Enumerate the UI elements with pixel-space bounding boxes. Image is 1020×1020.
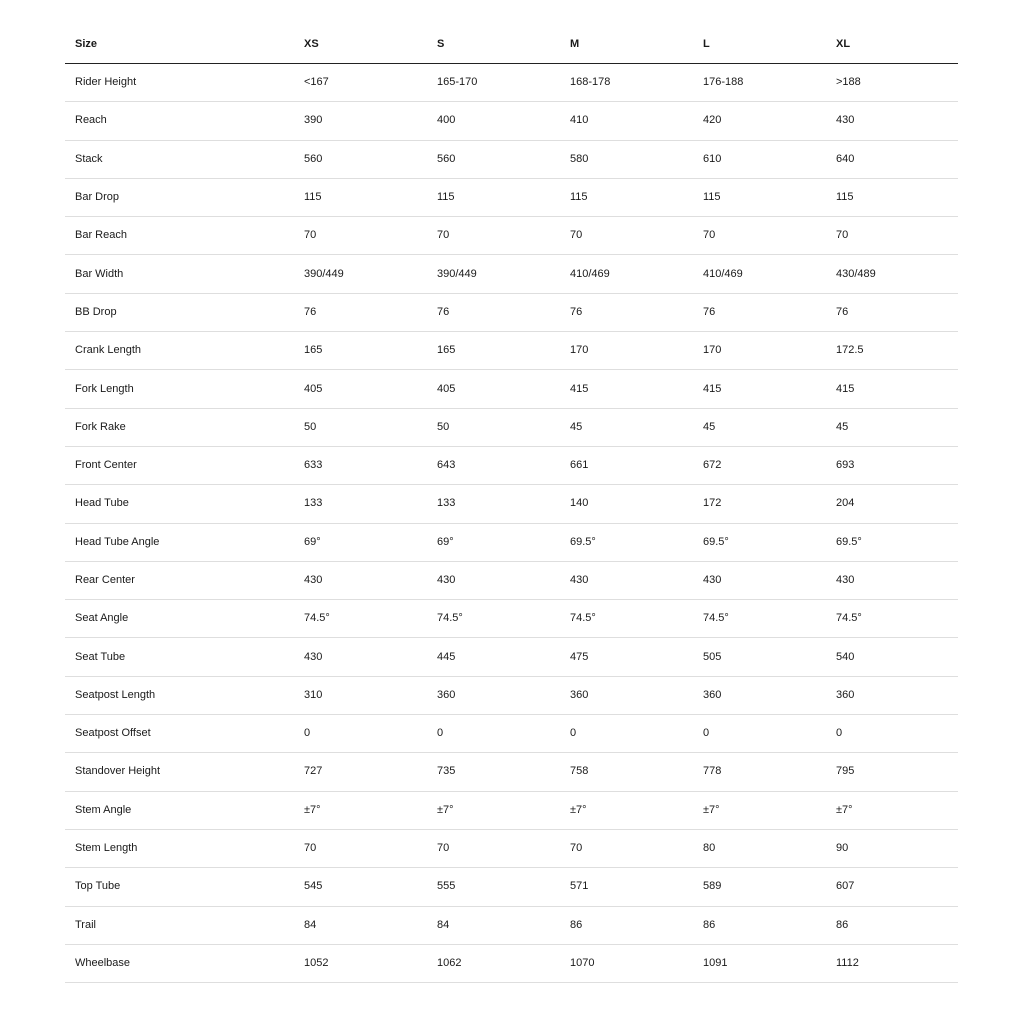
geometry-table-container [65, 26, 958, 983]
row-label: Stack [65, 140, 294, 178]
table-cell: 172 [693, 485, 826, 523]
table-row [65, 64, 958, 102]
header-row [65, 26, 958, 64]
row-label: Rider Height [65, 64, 294, 102]
row-label: Bar Width [65, 255, 294, 293]
table-cell: 69.5° [693, 523, 826, 561]
table-row [65, 829, 958, 867]
table-cell: 633 [294, 446, 427, 484]
table-cell: 410/469 [560, 255, 693, 293]
table-row [65, 638, 958, 676]
table-cell: 430 [294, 638, 427, 676]
table-cell: 74.5° [826, 600, 958, 638]
row-label: Reach [65, 102, 294, 140]
table-cell: 70 [560, 829, 693, 867]
row-label: Stem Length [65, 829, 294, 867]
table-row [65, 791, 958, 829]
table-cell: 84 [427, 906, 560, 944]
table-cell: 69° [427, 523, 560, 561]
table-cell: 607 [826, 868, 958, 906]
row-label: Seatpost Offset [65, 715, 294, 753]
table-cell: 672 [693, 446, 826, 484]
table-cell: 0 [560, 715, 693, 753]
table-cell: ±7° [427, 791, 560, 829]
table-cell: 545 [294, 868, 427, 906]
table-row [65, 332, 958, 370]
table-cell: 400 [427, 102, 560, 140]
table-row [65, 944, 958, 982]
table-cell: 610 [693, 140, 826, 178]
table-cell: 415 [826, 370, 958, 408]
table-cell: 693 [826, 446, 958, 484]
row-label: Top Tube [65, 868, 294, 906]
row-label: Stem Angle [65, 791, 294, 829]
table-cell: 69.5° [826, 523, 958, 561]
table-row [65, 140, 958, 178]
table-row [65, 561, 958, 599]
table-cell: 390 [294, 102, 427, 140]
table-row [65, 446, 958, 484]
table-cell: 45 [826, 408, 958, 446]
table-cell: 74.5° [693, 600, 826, 638]
table-row [65, 753, 958, 791]
table-cell: 410/469 [693, 255, 826, 293]
table-cell: 727 [294, 753, 427, 791]
table-cell: 70 [693, 217, 826, 255]
row-label: Trail [65, 906, 294, 944]
row-label: Seat Tube [65, 638, 294, 676]
table-cell: 76 [560, 293, 693, 331]
table-cell: 80 [693, 829, 826, 867]
table-cell: 360 [427, 676, 560, 714]
table-cell: 571 [560, 868, 693, 906]
table-cell: 70 [294, 829, 427, 867]
table-row [65, 408, 958, 446]
table-row [65, 102, 958, 140]
table-cell: 445 [427, 638, 560, 676]
row-label: Seat Angle [65, 600, 294, 638]
table-cell: 430 [294, 561, 427, 599]
row-label: Rear Center [65, 561, 294, 599]
table-row [65, 178, 958, 216]
column-header-xs: XS [294, 26, 427, 64]
table-row [65, 255, 958, 293]
table-cell: 505 [693, 638, 826, 676]
table-cell: 415 [693, 370, 826, 408]
table-row [65, 293, 958, 331]
table-cell: 420 [693, 102, 826, 140]
row-label: Wheelbase [65, 944, 294, 982]
table-cell: ±7° [560, 791, 693, 829]
table-cell: 140 [560, 485, 693, 523]
table-cell: 1052 [294, 944, 427, 982]
table-cell: 76 [826, 293, 958, 331]
table-cell: 430 [826, 561, 958, 599]
table-cell: 176-188 [693, 64, 826, 102]
row-label: Head Tube [65, 485, 294, 523]
geometry-table [65, 26, 958, 983]
table-cell: 165-170 [427, 64, 560, 102]
column-header-xl: XL [826, 26, 958, 64]
row-label: Bar Reach [65, 217, 294, 255]
row-label: Seatpost Length [65, 676, 294, 714]
table-cell: 86 [560, 906, 693, 944]
table-cell: 415 [560, 370, 693, 408]
table-cell: 390/449 [294, 255, 427, 293]
table-cell: 45 [560, 408, 693, 446]
table-cell: 69.5° [560, 523, 693, 561]
table-cell: 170 [693, 332, 826, 370]
column-header-size: Size [65, 26, 294, 64]
table-cell: 76 [294, 293, 427, 331]
table-row [65, 906, 958, 944]
column-header-s: S [427, 26, 560, 64]
table-cell: <167 [294, 64, 427, 102]
table-cell: 74.5° [294, 600, 427, 638]
table-body [65, 64, 958, 983]
row-label: BB Drop [65, 293, 294, 331]
table-cell: 1062 [427, 944, 560, 982]
table-cell: 560 [427, 140, 560, 178]
table-cell: 204 [826, 485, 958, 523]
row-label: Head Tube Angle [65, 523, 294, 561]
row-label: Bar Drop [65, 178, 294, 216]
table-cell: 172.5 [826, 332, 958, 370]
table-cell: 69° [294, 523, 427, 561]
table-cell: 430 [560, 561, 693, 599]
row-label: Front Center [65, 446, 294, 484]
table-cell: 70 [294, 217, 427, 255]
table-row [65, 676, 958, 714]
table-cell: ±7° [294, 791, 427, 829]
table-row [65, 600, 958, 638]
row-label: Standover Height [65, 753, 294, 791]
table-cell: 170 [560, 332, 693, 370]
table-cell: 0 [826, 715, 958, 753]
table-cell: 555 [427, 868, 560, 906]
table-cell: 430 [693, 561, 826, 599]
table-row [65, 485, 958, 523]
column-header-m: M [560, 26, 693, 64]
row-label: Crank Length [65, 332, 294, 370]
row-label: Fork Rake [65, 408, 294, 446]
table-cell: 50 [294, 408, 427, 446]
table-cell: 430 [427, 561, 560, 599]
row-label: Fork Length [65, 370, 294, 408]
table-cell: 0 [693, 715, 826, 753]
table-cell: 0 [294, 715, 427, 753]
table-row [65, 523, 958, 561]
table-cell: 165 [427, 332, 560, 370]
table-cell: 430/489 [826, 255, 958, 293]
table-cell: 390/449 [427, 255, 560, 293]
table-cell: 90 [826, 829, 958, 867]
table-row [65, 715, 958, 753]
table-cell: 70 [427, 829, 560, 867]
table-cell: 165 [294, 332, 427, 370]
table-cell: 778 [693, 753, 826, 791]
table-cell: 45 [693, 408, 826, 446]
table-cell: 758 [560, 753, 693, 791]
table-cell: 430 [826, 102, 958, 140]
table-cell: 0 [427, 715, 560, 753]
table-cell: 643 [427, 446, 560, 484]
table-cell: 115 [427, 178, 560, 216]
table-cell: 360 [693, 676, 826, 714]
table-cell: 133 [427, 485, 560, 523]
table-cell: 580 [560, 140, 693, 178]
table-cell: 1070 [560, 944, 693, 982]
table-cell: 50 [427, 408, 560, 446]
table-cell: 86 [693, 906, 826, 944]
table-cell: 74.5° [560, 600, 693, 638]
table-cell: 1112 [826, 944, 958, 982]
table-cell: 76 [693, 293, 826, 331]
table-cell: 70 [826, 217, 958, 255]
table-cell: 589 [693, 868, 826, 906]
table-cell: 540 [826, 638, 958, 676]
table-cell: 115 [294, 178, 427, 216]
table-cell: 560 [294, 140, 427, 178]
table-cell: 70 [560, 217, 693, 255]
table-cell: 475 [560, 638, 693, 676]
column-header-l: L [693, 26, 826, 64]
table-cell: 640 [826, 140, 958, 178]
table-cell: 86 [826, 906, 958, 944]
table-cell: 76 [427, 293, 560, 331]
table-cell: 410 [560, 102, 693, 140]
table-cell: 735 [427, 753, 560, 791]
table-cell: 405 [427, 370, 560, 408]
table-cell: 115 [826, 178, 958, 216]
table-cell: 360 [826, 676, 958, 714]
table-cell: ±7° [826, 791, 958, 829]
table-cell: 84 [294, 906, 427, 944]
table-cell: 74.5° [427, 600, 560, 638]
table-cell: 661 [560, 446, 693, 484]
table-cell: 360 [560, 676, 693, 714]
table-header [65, 26, 958, 64]
table-cell: 70 [427, 217, 560, 255]
table-cell: >188 [826, 64, 958, 102]
table-row [65, 868, 958, 906]
table-row [65, 370, 958, 408]
table-cell: 1091 [693, 944, 826, 982]
table-cell: 115 [560, 178, 693, 216]
table-cell: 405 [294, 370, 427, 408]
table-cell: 133 [294, 485, 427, 523]
table-cell: 795 [826, 753, 958, 791]
table-cell: 310 [294, 676, 427, 714]
table-row [65, 217, 958, 255]
table-cell: 115 [693, 178, 826, 216]
table-cell: ±7° [693, 791, 826, 829]
table-cell: 168-178 [560, 64, 693, 102]
